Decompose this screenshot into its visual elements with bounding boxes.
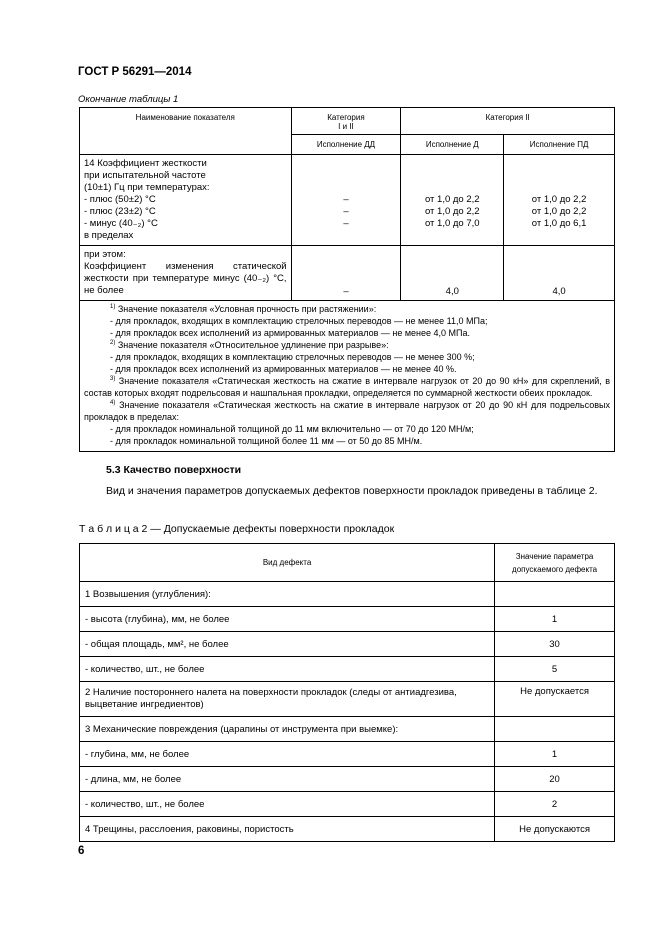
- note-text: Значение показателя «Условная прочность при растяжении»:: [117, 304, 377, 314]
- table-row-value: Не допускаются: [495, 817, 615, 842]
- table-row-value: [495, 717, 615, 742]
- row14-d-value: от 1,0 до 2,2: [424, 194, 480, 205]
- table-row-kind: - количество, шт., не более: [80, 657, 495, 682]
- row14-dd-value: –: [343, 194, 349, 205]
- table-row-kind: 1 Возвышения (углубления):: [80, 582, 495, 607]
- note-marker: 2): [110, 340, 116, 346]
- row14-line: - плюс (23±2) °С: [84, 206, 156, 217]
- ratio-d: 4,0: [401, 246, 504, 301]
- note-text: - для прокладок, входящих в комплектацию стрелочных переводов — не менее 11,0 МПа;: [110, 316, 488, 326]
- table-row-value: 5: [495, 657, 615, 682]
- ratio-name: [80, 246, 292, 301]
- note-text: Значение показателя «Статическая жесткость на сжатие в интервале нагрузок от 20 до 90 кН» для скреплений, в состав которых входят подрельсовая и нашпальная прокладки, определяется по суммарной жесткости обеих прокладок.: [84, 376, 610, 398]
- row14-pd-value: от 1,0 до 2,2: [531, 194, 587, 205]
- page-number: 6: [78, 845, 85, 857]
- row14-line: - минус (40₋₂) °С: [84, 218, 158, 229]
- row14-line: (10±1) Гц при температурах:: [84, 182, 210, 193]
- note: [84, 435, 610, 447]
- header-name: Наименование показателя: [80, 108, 292, 155]
- table-row-value: 2: [495, 792, 615, 817]
- table-row-kind: - длина, мм, не более: [80, 767, 495, 792]
- row14-pd-value: от 1,0 до 2,2: [531, 206, 587, 217]
- table-row-value: 30: [495, 632, 615, 657]
- row14-dd-value: –: [343, 206, 349, 217]
- table-row-value: Не допускается: [495, 682, 615, 717]
- note-marker: 3): [110, 376, 116, 382]
- section-title: 5.3 Качество поверхности: [106, 464, 242, 476]
- table2-caption: Т а б л и ц а 2 — Допускаемые дефекты поверхности прокладок: [79, 523, 395, 535]
- header-value-line1: Значение параметра: [515, 551, 594, 561]
- note: [84, 303, 610, 315]
- note: [84, 351, 610, 363]
- note: [84, 363, 610, 375]
- ratio-line2: Коэффициент изменения статической жесткости при температуре минус (40₋₂) °С, не более: [84, 261, 287, 296]
- table-row-value: 1: [495, 742, 615, 767]
- row14-dd-value: –: [343, 218, 349, 229]
- header-value: [495, 544, 615, 582]
- row14-d-value: от 1,0 до 2,2: [424, 206, 480, 217]
- row14-line: - плюс (50±2) °С: [84, 194, 156, 205]
- row14-pd-value: от 1,0 до 6,1: [531, 218, 587, 229]
- ratio-dd: –: [291, 246, 401, 301]
- header-dd: Исполнение ДД: [291, 135, 401, 155]
- table-row-kind: - глубина, мм, не более: [80, 742, 495, 767]
- document-header: ГОСТ Р 56291—2014: [78, 66, 192, 78]
- table-row-kind: 2 Наличие постороннего налета на поверхности прокладок (следы от антиадгезива, выцветание ингредиентов): [80, 682, 495, 717]
- table-row-kind: 4 Трещины, расслоения, раковины, пористость: [80, 817, 495, 842]
- row14-line: в пределах: [84, 230, 134, 241]
- table-row-kind: - высота (глубина), мм, не более: [80, 607, 495, 632]
- note: [84, 327, 610, 339]
- note-marker: 1): [110, 304, 116, 310]
- table-1: [79, 107, 615, 452]
- ratio-pd: 4,0: [504, 246, 615, 301]
- row14-pd: [504, 155, 615, 246]
- header-kind: Вид дефекта: [80, 544, 495, 582]
- header-d: Исполнение Д: [401, 135, 504, 155]
- header-category-line1: Категория: [327, 113, 365, 122]
- note-text: - для прокладок всех исполнений из армированных материалов — не менее 40 %.: [110, 364, 457, 374]
- row14-line: 14 Коэффициент жесткости: [84, 158, 207, 169]
- table-2: [79, 543, 615, 842]
- row14-d-value: от 1,0 до 7,0: [424, 218, 480, 229]
- row14-name: [80, 155, 292, 246]
- header-category-2: Категория II: [401, 108, 615, 135]
- table-continuation-label: Окончание таблицы 1: [78, 94, 179, 105]
- note-marker: 4): [110, 400, 116, 406]
- header-category-line2: I и II: [338, 122, 354, 131]
- table-row-value: 1: [495, 607, 615, 632]
- table-row-kind: - общая площадь, мм², не более: [80, 632, 495, 657]
- paragraph: Вид и значения параметров допускаемых дефектов поверхности прокладок приведены в таблице 2.: [106, 485, 598, 497]
- table-row-kind: 3 Механические повреждения (царапины от инструмента при выемке):: [80, 717, 495, 742]
- note: [84, 399, 610, 423]
- note-text: - для прокладок номинальной толщиной более 11 мм — от 50 до 85 МН/м.: [110, 436, 423, 446]
- note-text: Значение показателя «Относительное удлинение при разрыве»:: [117, 340, 389, 350]
- note-text: - для прокладок, входящих в комплектацию стрелочных переводов — не менее 300 %;: [110, 352, 475, 362]
- row14-d: [401, 155, 504, 246]
- table-row-value: 20: [495, 767, 615, 792]
- header-pd: Исполнение ПД: [504, 135, 615, 155]
- table-row-kind: - количество, шт., не более: [80, 792, 495, 817]
- row14-dd: [291, 155, 401, 246]
- note-text: Значение показателя «Статическая жесткость на сжатие в интервале нагрузок от 20 до 90 кН для подрельсовых прокладок в пределах:: [84, 400, 610, 422]
- note: [84, 339, 610, 351]
- header-value-line2: допускаемого дефекта: [512, 564, 598, 574]
- note-text: - для прокладок всех исполнений из армированных материалов — не менее 4,0 МПа.: [110, 328, 471, 338]
- table1-notes: [80, 301, 615, 452]
- note: [84, 315, 610, 327]
- row14-line: при испытательной частоте: [84, 170, 206, 181]
- note-text: - для прокладок номинальной толщиной до 11 мм включительно — от 70 до 120 МН/м;: [110, 424, 474, 434]
- header-category-1-2: [291, 108, 401, 135]
- ratio-line1: при этом:: [84, 249, 126, 260]
- table-row-value: [495, 582, 615, 607]
- note: [84, 375, 610, 399]
- note: [84, 423, 610, 435]
